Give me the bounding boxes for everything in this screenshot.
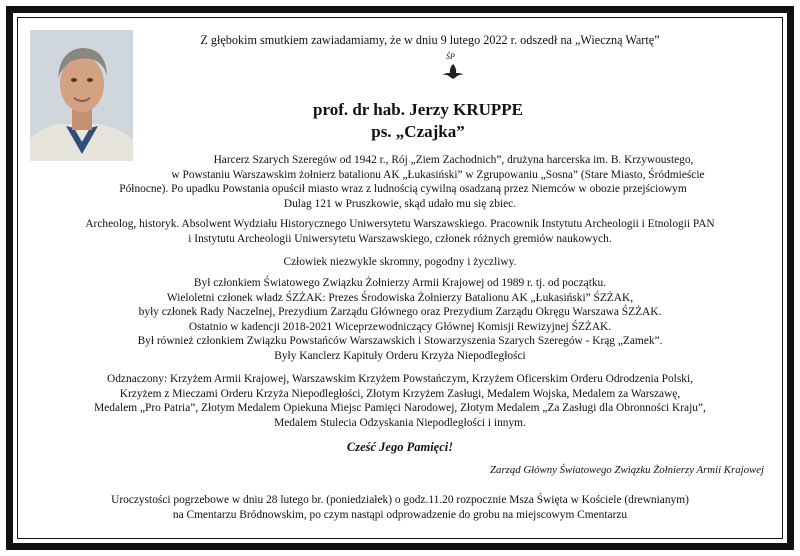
text-line: i Instytutu Archeologii Uniwersytetu Warszawskiego, członek różnych gremiów naukowych.	[188, 232, 612, 245]
text-line: Był również członkiem Związku Powstańców Warszawskich i Stowarzyszenia Szarych Szeregów - Krąg „Zamek”.	[137, 335, 663, 348]
text-line: Medalem „Pro Patria”, Złotym Medalem Opiekuna Miejsc Pamięci Narodowej, Złotym Medalem „Za Zasługi dla Obronności Kraju”,	[94, 402, 706, 415]
text-line: Archeolog, historyk. Absolwent Wydziału Historycznego Uniwersytetu Warszawskiego. Pracownik Instytutu Archeologii i Etnologii PAN	[85, 218, 715, 230]
text-line: Wieloletni członek władz ŚZŻAK: Prezes Środowiska Żołnierzy Batalionu AK „Łukasiński” ŚZŻAK,	[166, 291, 634, 304]
text-line: Był członkiem Światowego Związku Żołnierzy Armii Krajowej od 1989 r. tj. od początku.	[193, 277, 607, 289]
sp-emblem	[438, 52, 468, 81]
text-line: Północne). Po upadku Powstania opuścił miasto wraz z ludnością cywilną osadzaną przez Niemców w obozie przejściowym	[119, 183, 687, 196]
paragraph-decorations	[0, 372, 800, 430]
text-line: Krzyżem z Mieczami Orderu Krzyża Niepodległości, Złotym Krzyżem Zasługi, Medalem Wojska, Medalem za Warszawę,	[119, 387, 681, 400]
paragraph-career	[0, 217, 800, 246]
paragraph-service	[0, 153, 800, 211]
text-line: były członek Rady Naczelnej, Prezydium Zarządu Głównego oraz Prezydium Zarządu Okręgu Warszawa ŚZŻAK.	[138, 306, 662, 319]
signature: Zarząd Główny Światowego Związku Żołnierzy Armii Krajowej	[490, 464, 764, 476]
deceased-name: prof. dr hab. Jerzy KRUPPE	[313, 100, 523, 119]
honor-phrase: Cześć Jego Pamięci!	[346, 440, 454, 454]
text-line: Człowiek niezwykle skromny, pogodny i życzliwy.	[283, 256, 517, 268]
text-line: Ostatnio w kadencji 2018-2021 Wiceprzewodniczący Głównej Komisji Rewizyjnej ŚZŻAK.	[188, 320, 612, 333]
announcement-heading: Z głębokim smutkiem zawiadamiamy, że w dniu 9 lutego 2022 r. odszedł na „Wieczną Wartę”	[200, 33, 660, 47]
pseudonym: ps. „Czajka”	[371, 122, 465, 141]
funeral-info	[0, 493, 800, 522]
text-line: na Cmentarzu Bródnowskim, po czym nastąpi odprowadzenie do grobu na miejscowym Cmentarzu	[172, 508, 628, 521]
text-line: Dulag 121 w Pruszkowie, skąd udało mu się zbiec.	[283, 197, 517, 210]
paragraph-character	[0, 255, 800, 270]
paragraph-organizations	[0, 276, 800, 364]
text-line: Były Kanclerz Kapituły Orderu Krzyża Niepodległości	[274, 349, 526, 362]
text-line: Harcerz Szarych Szeregów od 1942 r., Rój „Ziem Zachodnich”, drużyna harcerska im. B. Krzywoustego,	[213, 154, 694, 166]
text-line: Odznaczony: Krzyżem Armii Krajowej, Warszawskim Krzyżem Powstańczym, Krzyżem Oficerskim Orderu Odrodzenia Polski,	[107, 373, 693, 385]
text-line: Uroczystości pogrzebowe w dniu 28 lutego br. (poniedziałek) o godz.11.20 rozpocznie Msza Święta w Kościele (drewnianym)	[111, 494, 689, 506]
text-line: w Powstaniu Warszawskim żołnierz batalionu AK „Łukasiński” w Zgrupowaniu „Sosna” (Stare Miasto, Śródmieście	[171, 168, 705, 181]
text-line: Medalem Stulecia Odzyskania Niepodległości i innym.	[274, 416, 526, 429]
sp-emblem-text: ŚP	[446, 52, 455, 61]
